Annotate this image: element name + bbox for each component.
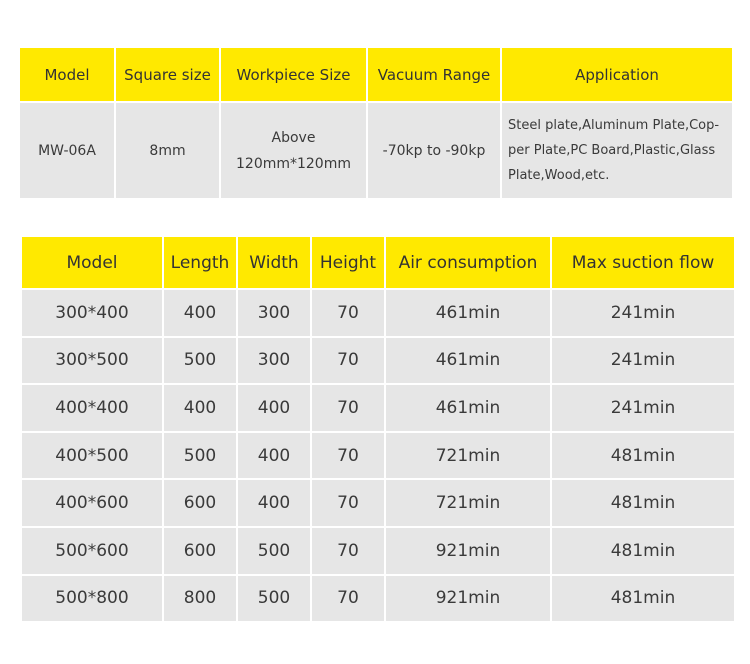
table-row: [22, 385, 734, 431]
size-cell-model: 300*400: [22, 290, 162, 336]
spec-header-application: Application: [502, 48, 732, 101]
table-row: [22, 528, 734, 574]
spec-header-model: Model: [20, 48, 114, 101]
application-line-2: per Plate,PC Board,Plastic,Glass: [508, 143, 716, 158]
size-table-body: [22, 290, 734, 621]
workpiece-line-1: Above: [271, 129, 316, 146]
spec-cell-square-size: 8mm: [116, 103, 219, 198]
size-cell-width: 400: [238, 385, 310, 431]
table-row: [22, 338, 734, 384]
size-cell-height: 70: [312, 338, 384, 384]
size-cell-width: 500: [238, 528, 310, 574]
size-cell-width: 300: [238, 290, 310, 336]
size-cell-length: 800: [164, 576, 236, 622]
size-cell-model: 500*800: [22, 576, 162, 622]
size-cell-length: 500: [164, 338, 236, 384]
spec-table-row: [20, 103, 732, 198]
spec-table: [18, 46, 734, 200]
size-header-air-consumption: Air consumption: [386, 237, 550, 288]
size-cell-length: 600: [164, 528, 236, 574]
size-cell-air-consumption: 461min: [386, 385, 550, 431]
size-cell-model: 400*600: [22, 480, 162, 526]
size-cell-height: 70: [312, 290, 384, 336]
size-cell-max-suction-flow: 241min: [552, 290, 734, 336]
application-line-3: Plate,Wood,etc.: [508, 168, 610, 183]
spec-cell-vacuum-range: -70kp to -90kp: [368, 103, 500, 198]
size-cell-air-consumption: 461min: [386, 338, 550, 384]
size-cell-height: 70: [312, 576, 384, 622]
size-cell-width: 500: [238, 576, 310, 622]
size-cell-length: 400: [164, 385, 236, 431]
size-cell-model: 500*600: [22, 528, 162, 574]
size-cell-width: 400: [238, 433, 310, 479]
size-header-length: Length: [164, 237, 236, 288]
table-row: [22, 433, 734, 479]
size-cell-max-suction-flow: 241min: [552, 338, 734, 384]
table-row: [22, 480, 734, 526]
size-cell-max-suction-flow: 481min: [552, 433, 734, 479]
size-cell-width: 400: [238, 480, 310, 526]
size-cell-width: 300: [238, 338, 310, 384]
size-cell-model: 300*500: [22, 338, 162, 384]
size-cell-length: 500: [164, 433, 236, 479]
spec-cell-model: MW-06A: [20, 103, 114, 198]
size-cell-max-suction-flow: 481min: [552, 576, 734, 622]
spec-cell-application: [502, 103, 732, 198]
size-header-model: Model: [22, 237, 162, 288]
size-table: [20, 235, 736, 623]
size-header-width: Width: [238, 237, 310, 288]
size-cell-height: 70: [312, 480, 384, 526]
size-cell-model: 400*400: [22, 385, 162, 431]
size-cell-length: 400: [164, 290, 236, 336]
size-header-max-suction-flow: Max suction flow: [552, 237, 734, 288]
spec-header-vacuum-range: Vacuum Range: [368, 48, 500, 101]
size-cell-air-consumption: 461min: [386, 290, 550, 336]
size-cell-length: 600: [164, 480, 236, 526]
size-table-header-row: [22, 237, 734, 288]
spec-table-header-row: [20, 48, 732, 101]
size-cell-max-suction-flow: 481min: [552, 528, 734, 574]
spec-header-workpiece-size: Workpiece Size: [221, 48, 366, 101]
size-cell-air-consumption: 721min: [386, 480, 550, 526]
size-cell-height: 70: [312, 433, 384, 479]
spec-cell-workpiece-size: [221, 103, 366, 198]
size-header-height: Height: [312, 237, 384, 288]
application-line-1: Steel plate,Aluminum Plate,Cop-: [508, 118, 720, 133]
size-cell-air-consumption: 921min: [386, 576, 550, 622]
size-cell-model: 400*500: [22, 433, 162, 479]
size-cell-height: 70: [312, 385, 384, 431]
size-cell-air-consumption: 721min: [386, 433, 550, 479]
table-row: [22, 290, 734, 336]
table-row: [22, 576, 734, 622]
size-cell-max-suction-flow: 241min: [552, 385, 734, 431]
size-cell-air-consumption: 921min: [386, 528, 550, 574]
size-cell-max-suction-flow: 481min: [552, 480, 734, 526]
size-cell-height: 70: [312, 528, 384, 574]
workpiece-line-2: 120mm*120mm: [236, 155, 351, 172]
spec-header-square-size: Square size: [116, 48, 219, 101]
